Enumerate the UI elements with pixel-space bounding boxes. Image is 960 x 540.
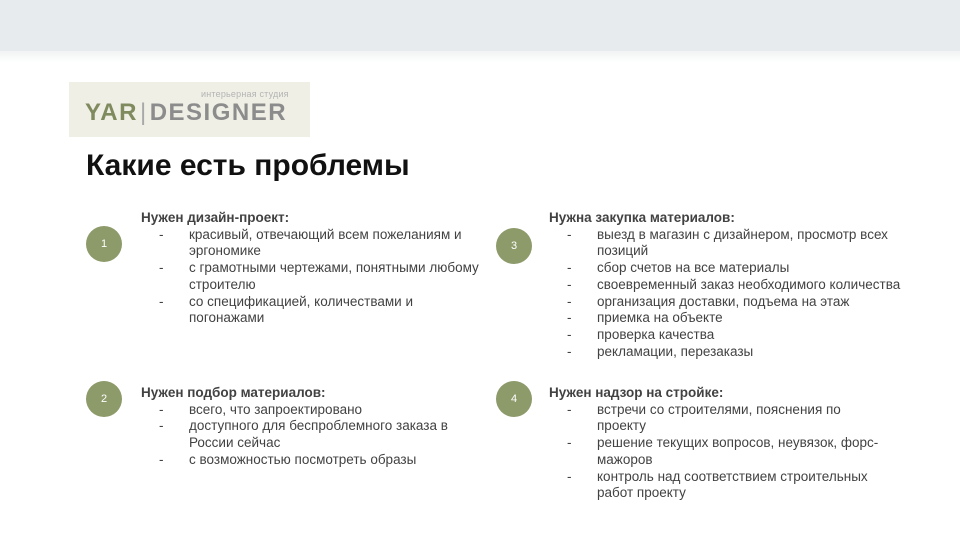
list-item (549, 227, 939, 260)
list-item (549, 435, 919, 468)
list-item-text: доступного для беспроблемного заказа в России сейчас (189, 418, 448, 451)
list-item (141, 260, 481, 293)
list-item-text: сбор счетов на все материалы (597, 260, 790, 276)
step-badge-3: 3 (496, 228, 532, 264)
logo-yar: YAR (85, 99, 138, 126)
section-title: Нужна закупка материалов: (549, 210, 735, 225)
list-item-text: своевременный заказ необходимого количества (597, 276, 901, 292)
section-list (549, 402, 919, 502)
logo-subtitle: интерьерная студия (201, 89, 289, 99)
bullet-dash: - (159, 418, 164, 434)
list-item-text: контроль над соответствием строительных работ проекту (597, 468, 868, 501)
list-item-text: проверка качества (597, 326, 715, 342)
list-item-text: встречи со строителями, пояснения по проекту (597, 401, 841, 434)
list-item-text: рекламации, перезаказы (597, 343, 754, 359)
step-badge-4: 4 (496, 381, 532, 417)
list-item-text: решение текущих вопросов, неувязок, форс-мажоров (597, 435, 879, 467)
bullet-dash: - (567, 260, 572, 276)
bullet-dash: - (567, 310, 572, 326)
list-item-text: со спецификацией, количествами и погонажами (189, 293, 413, 326)
top-bar (0, 0, 960, 51)
list-item (549, 294, 939, 311)
bullet-dash: - (159, 260, 164, 276)
section-list (549, 227, 939, 361)
section-material-purchase (549, 210, 939, 360)
bullet-dash: - (567, 326, 572, 342)
section-list (141, 402, 481, 469)
bullet-dash: - (567, 435, 572, 451)
list-item (141, 227, 481, 260)
list-item-text: организация доставки, подъема на этаж (597, 293, 850, 309)
section-design-project (141, 210, 481, 327)
list-item-text: приемка на объекте (597, 310, 723, 326)
step-badge-2: 2 (86, 381, 122, 417)
list-item-text: с возможностью посмотреть образы (189, 451, 417, 467)
section-list (141, 227, 481, 327)
bullet-dash: - (159, 293, 164, 309)
step-badge-1: 1 (86, 226, 122, 262)
logo-wordmark (85, 99, 287, 127)
logo-separator: | (139, 99, 148, 126)
section-construction-supervision (549, 385, 919, 502)
top-bar-shadow (0, 51, 960, 63)
section-title: Нужен дизайн-проект: (141, 210, 290, 225)
section-title: Нужен подбор материалов: (141, 385, 326, 400)
list-item-text: всего, что запроектировано (189, 401, 363, 417)
bullet-dash: - (159, 451, 164, 467)
logo (69, 82, 310, 137)
list-item (141, 294, 481, 327)
bullet-dash: - (567, 276, 572, 292)
section-title: Нужен надзор на стройке: (549, 385, 724, 400)
bullet-dash: - (159, 401, 164, 417)
list-item (549, 327, 939, 344)
list-item (141, 402, 481, 419)
bullet-dash: - (567, 343, 572, 359)
logo-designer: DESIGNER (149, 99, 288, 126)
bullet-dash: - (159, 226, 164, 242)
list-item (141, 452, 481, 469)
bullet-dash: - (567, 226, 572, 242)
list-item (549, 344, 939, 361)
list-item (549, 310, 939, 327)
list-item (549, 277, 939, 294)
bullet-dash: - (567, 468, 572, 484)
page-title: Какие есть проблемы (86, 149, 410, 182)
list-item-text: с грамотными чертежами, понятными любому строителю (189, 260, 479, 292)
list-item (141, 418, 481, 451)
list-item (549, 260, 939, 277)
list-item (549, 402, 919, 435)
list-item (549, 469, 919, 502)
section-material-selection (141, 385, 481, 469)
list-item-text: выезд в магазин с дизайнером, просмотр всех позиций (597, 226, 888, 259)
list-item-text: красивый, отвечающий всем пожеланиям и эргономике (189, 226, 462, 259)
bullet-dash: - (567, 293, 572, 309)
bullet-dash: - (567, 401, 572, 417)
